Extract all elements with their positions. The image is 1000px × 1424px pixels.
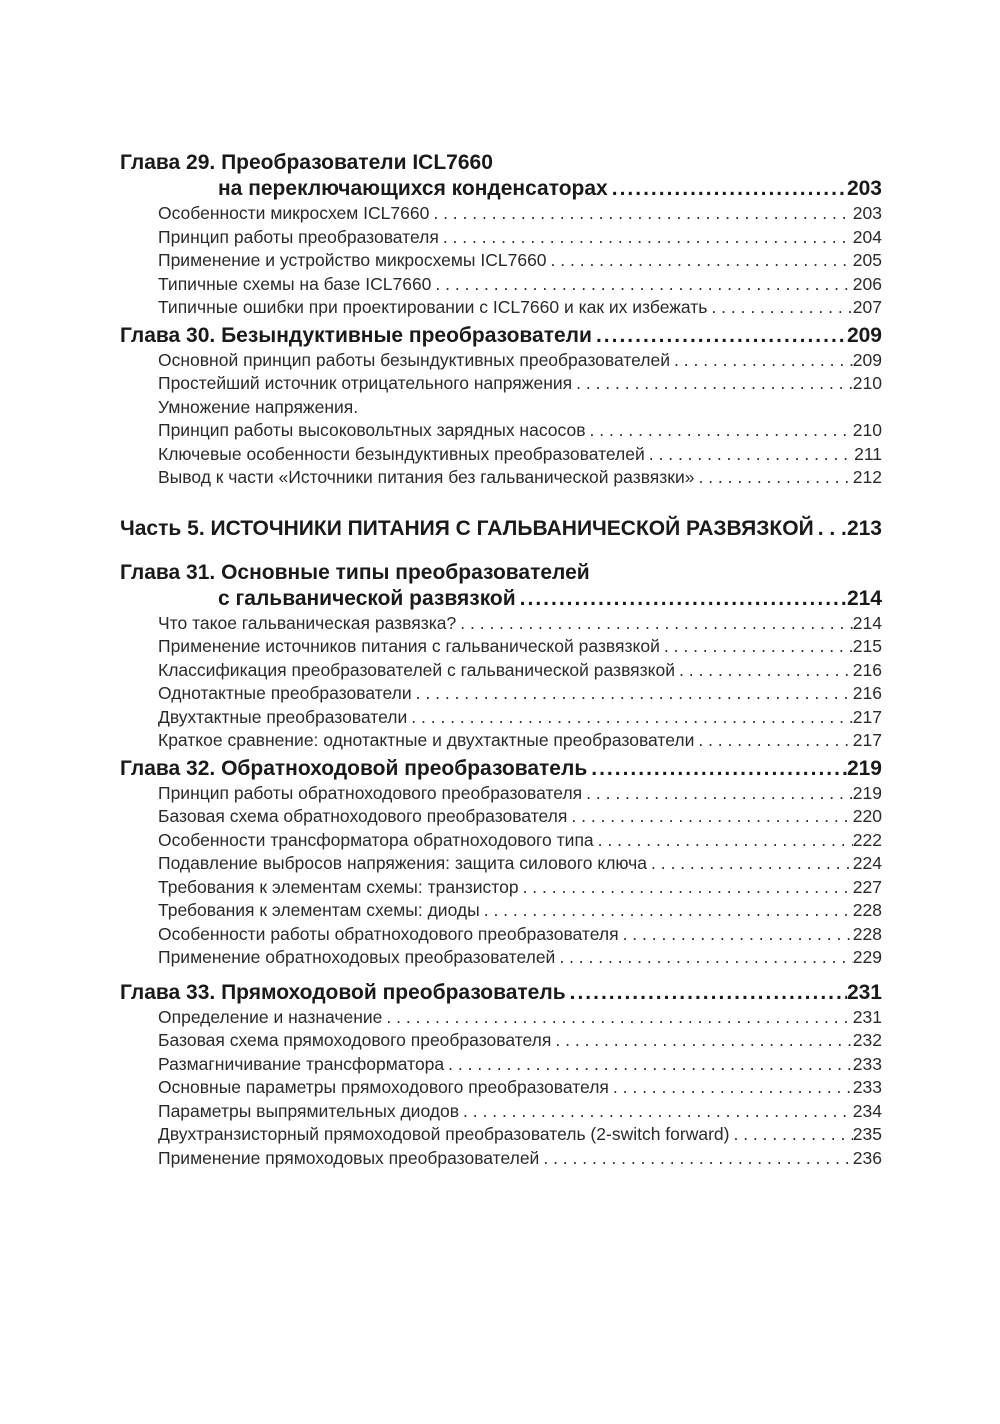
section-page-number: 228	[852, 900, 882, 920]
dot-leader	[694, 466, 852, 490]
section-page-number: 220	[852, 806, 882, 826]
section-title: Типичные схемы на базе ICL7660	[158, 273, 432, 294]
section-page-number: 203	[852, 203, 882, 223]
chapter-heading-line	[120, 586, 882, 612]
section-page-number: 207	[852, 297, 882, 317]
dot-leader	[592, 323, 847, 349]
section-title: Умножение напряжения.	[158, 396, 359, 417]
section-page-number: 231	[852, 1006, 882, 1027]
dot-leader	[609, 1076, 853, 1100]
dot-leader	[572, 372, 853, 396]
section-entry[interactable]	[120, 829, 882, 853]
section-entry[interactable]	[120, 296, 882, 320]
chapter-heading[interactable]	[120, 756, 882, 782]
section-entry[interactable]	[120, 249, 882, 273]
dot-leader	[670, 349, 853, 373]
section-entry[interactable]	[120, 202, 882, 226]
dot-leader	[547, 249, 853, 273]
chapter-page-number: 203	[846, 177, 882, 200]
chapter-block	[120, 756, 882, 970]
section-page-number: 217	[852, 730, 882, 750]
chapter-label: Глава 31.	[120, 560, 216, 584]
dot-leader	[444, 1053, 853, 1077]
section-page-number: 234	[852, 1100, 882, 1121]
section-entry[interactable]	[120, 396, 882, 420]
dot-leader	[429, 202, 852, 226]
section-title: Применение прямоходовых преобразователей	[158, 1147, 540, 1168]
section-entry[interactable]	[120, 682, 882, 706]
chapter-block	[120, 323, 882, 490]
dot-leader	[407, 706, 853, 730]
chapter-title: Прямоходовой преобразователь	[221, 980, 566, 1004]
chapter-heading-line	[120, 176, 882, 202]
dot-leader	[459, 1100, 853, 1124]
section-title: Особенности микросхем ICL7660	[158, 203, 430, 223]
section-entry[interactable]	[120, 659, 882, 683]
dot-leader	[587, 756, 847, 782]
section-entry[interactable]	[120, 923, 882, 947]
section-entry[interactable]	[120, 443, 882, 467]
section-entry[interactable]	[120, 782, 882, 806]
section-title: Основные параметры прямоходового преобразователя	[158, 1077, 609, 1097]
dot-leader	[645, 443, 854, 467]
section-page-number: 211	[854, 443, 882, 464]
section-title: Особенности работы обратноходового преобразователя	[158, 923, 619, 944]
section-title: Принцип работы преобразователя	[158, 226, 439, 247]
section-entry[interactable]	[120, 273, 882, 297]
dot-leader	[608, 176, 847, 202]
section-title: Простейший источник отрицательного напряжения	[158, 373, 573, 393]
chapter-block	[120, 150, 882, 320]
section-entry[interactable]	[120, 1123, 882, 1147]
dot-leader	[619, 923, 853, 947]
chapter-page-number: 231	[846, 980, 882, 1004]
dot-leader	[566, 980, 847, 1006]
section-title: Определение и назначение	[158, 1006, 383, 1027]
section-title: Применение и устройство микросхемы ICL7660	[158, 250, 547, 270]
section-page-number: 204	[852, 226, 882, 247]
section-title: Требования к элементам схемы: транзистор	[158, 876, 519, 897]
section-title: Краткое сравнение: однотактные и двухтактные преобразователи	[158, 730, 695, 750]
chapter-heading-line	[120, 756, 882, 782]
section-entry[interactable]	[120, 226, 882, 250]
chapter-page-number: 219	[846, 756, 882, 780]
chapter-title: Основные типы преобразователей	[221, 560, 590, 584]
dot-leader	[439, 226, 853, 250]
section-page-number: 232	[852, 1030, 882, 1050]
part-heading[interactable]	[120, 516, 882, 542]
dot-leader	[594, 829, 853, 853]
section-page-number: 210	[852, 373, 882, 393]
section-entry[interactable]	[120, 419, 882, 443]
dot-leader	[729, 1123, 852, 1147]
section-entry[interactable]	[120, 729, 882, 753]
chapter-title: Безындуктивные преобразователи	[221, 323, 592, 347]
section-page-number: 227	[852, 876, 882, 897]
section-page-number: 236	[852, 1147, 882, 1168]
dot-leader	[555, 946, 852, 970]
section-entry[interactable]	[120, 1006, 882, 1030]
chapter-page-number: 209	[846, 323, 882, 347]
section-page-number: 219	[852, 782, 882, 803]
section-title: Размагничивание трансформатора	[158, 1053, 445, 1074]
section-title: Основной принцип работы безындуктивных преобразователей	[158, 349, 671, 370]
chapter-heading-line	[120, 980, 882, 1006]
dot-leader	[551, 1029, 852, 1053]
section-entry[interactable]	[120, 1147, 882, 1171]
section-title: Двухтактные преобразователи	[158, 706, 408, 727]
section-title: Подавление выбросов напряжения: защита силового ключа	[158, 853, 648, 873]
section-title: Вывод к части «Источники питания без гальванической развязки»	[158, 467, 695, 487]
section-entry[interactable]	[120, 466, 882, 490]
section-entry[interactable]	[120, 805, 882, 829]
section-page-number: 206	[852, 273, 882, 294]
part-title: Часть 5. ИСТОЧНИКИ ПИТАНИЯ С ГАЛЬВАНИЧЕСКОЙ РАЗВЯЗКОЙ	[120, 516, 814, 540]
dot-leader	[456, 612, 853, 636]
section-page-number: 216	[852, 659, 882, 680]
chapter-block	[120, 980, 882, 1171]
section-page-number: 228	[852, 923, 882, 944]
chapter-label: Глава 30.	[120, 323, 216, 347]
chapter-block	[120, 560, 882, 753]
section-entry[interactable]	[120, 706, 882, 730]
section-title: Типичные ошибки при проектировании с ICL7660 и как их избежать	[158, 297, 708, 317]
section-entry[interactable]	[120, 852, 882, 876]
dot-leader	[519, 876, 853, 900]
section-title: Применение источников питания с гальванической развязкой	[158, 636, 660, 656]
dot-leader	[660, 635, 853, 659]
section-title: Принцип работы высоковольтных зарядных насосов	[158, 420, 586, 440]
chapter-label: Глава 33.	[120, 980, 216, 1004]
section-title: Однотактные преобразователи	[158, 683, 412, 703]
section-page-number: 215	[852, 636, 882, 656]
section-entry[interactable]	[120, 1029, 882, 1053]
dot-leader	[539, 1147, 852, 1171]
chapter-title: Обратноходовой преобразователь	[221, 756, 588, 780]
section-entry[interactable]	[120, 876, 882, 900]
chapter-heading-line	[120, 150, 882, 176]
dot-leader	[412, 682, 853, 706]
dot-leader	[707, 296, 852, 320]
chapter-page-number: 214	[846, 586, 882, 610]
dot-leader	[480, 899, 853, 923]
chapter-heading[interactable]	[120, 150, 882, 202]
dot-leader	[586, 419, 853, 443]
chapter-title-continued: с гальванической развязкой	[218, 586, 516, 610]
chapter-heading-line	[120, 323, 882, 349]
section-entry[interactable]	[120, 372, 882, 396]
section-page-number: 212	[852, 467, 882, 487]
chapter-title-continued: на переключающихся конденсаторах	[218, 177, 608, 200]
dot-leader	[675, 659, 853, 683]
section-entry[interactable]	[120, 1076, 882, 1100]
chapter-heading[interactable]	[120, 560, 882, 612]
section-entry[interactable]	[120, 349, 882, 373]
section-page-number: 205	[852, 250, 882, 270]
dot-leader	[382, 1006, 852, 1030]
dot-leader	[814, 516, 847, 542]
section-page-number: 233	[852, 1077, 882, 1097]
section-title: Параметры выпрямительных диодов	[158, 1100, 460, 1121]
chapter-heading[interactable]	[120, 980, 882, 1006]
section-entry[interactable]	[120, 899, 882, 923]
section-page-number: 217	[852, 706, 882, 727]
section-title: Базовая схема прямоходового преобразователя	[158, 1030, 552, 1050]
section-page-number: 222	[852, 829, 882, 850]
section-page-number: 233	[852, 1053, 882, 1074]
section-title: Принцип работы обратноходового преобразователя	[158, 782, 583, 803]
section-entry[interactable]	[120, 1053, 882, 1077]
chapter-heading-line	[120, 560, 882, 586]
section-entry[interactable]	[120, 612, 882, 636]
chapter-heading[interactable]	[120, 323, 882, 349]
section-title: Особенности трансформатора обратноходового типа	[158, 829, 594, 850]
part-page-number: 213	[846, 516, 882, 540]
section-title: Классификация преобразователей с гальванической развязкой	[158, 659, 676, 680]
chapter-label: Глава 29.	[120, 151, 216, 174]
section-title: Что такое гальваническая развязка?	[158, 612, 457, 633]
chapter-label: Глава 32.	[120, 756, 216, 780]
section-title: Базовая схема обратноходового преобразователя	[158, 806, 568, 826]
section-page-number: 216	[852, 683, 882, 703]
section-page-number: 224	[852, 853, 882, 873]
table-of-contents	[120, 150, 882, 1180]
section-title: Применение обратноходовых преобразователей	[158, 947, 556, 967]
section-page-number: 235	[852, 1124, 882, 1144]
section-title: Ключевые особенности безындуктивных преобразователей	[158, 443, 645, 464]
section-title: Двухтранзисторный прямоходовой преобразователь (2-switch forward)	[158, 1124, 730, 1144]
section-entry[interactable]	[120, 946, 882, 970]
section-entry[interactable]	[120, 635, 882, 659]
dot-leader	[431, 273, 852, 297]
dot-leader	[567, 805, 852, 829]
section-page-number: 229	[852, 947, 882, 967]
section-page-number: 214	[852, 612, 882, 633]
chapter-title: Преобразователи ICL7660	[221, 151, 493, 174]
section-page-number: 209	[852, 349, 882, 370]
dot-leader	[582, 782, 853, 806]
dot-leader	[694, 729, 852, 753]
section-title: Требования к элементам схемы: диоды	[158, 900, 480, 920]
section-entry[interactable]	[120, 1100, 882, 1124]
dot-leader	[516, 586, 847, 612]
dot-leader	[647, 852, 853, 876]
section-page-number: 210	[852, 420, 882, 440]
